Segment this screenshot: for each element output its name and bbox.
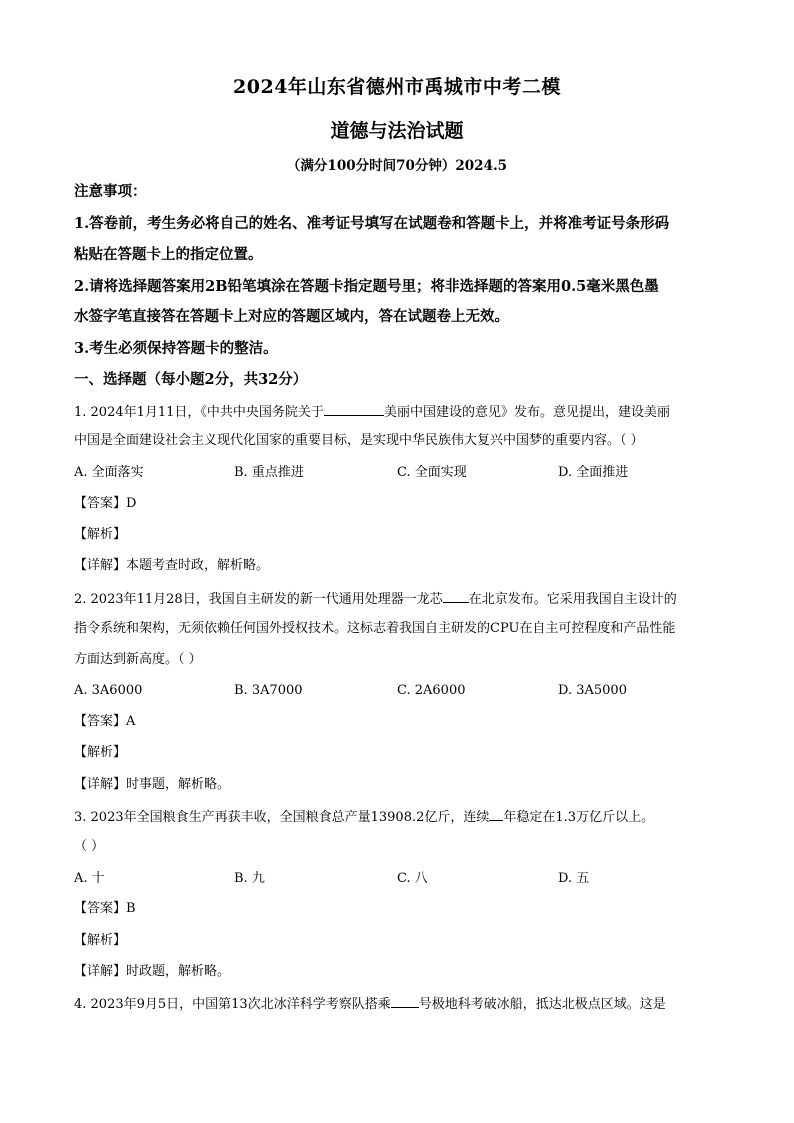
- question-2-line-3: 方面达到新高度。（ ）: [74, 652, 202, 667]
- notice-heading: 注意事项：: [74, 183, 147, 200]
- notice-item-1-line-2: 粘贴在答题卡上的指定位置。: [74, 246, 263, 263]
- question-1-detail: [74, 556, 724, 576]
- question-3-option-a: A. 十: [74, 871, 105, 886]
- answer-label: 【答案】: [74, 901, 127, 916]
- answer-value: A: [126, 714, 136, 729]
- question-2-text-b: 在北京发布。它采用我国自主设计的: [468, 592, 677, 607]
- question-3-option-d: D. 五: [558, 871, 590, 886]
- answer-label: 【答案】: [74, 714, 127, 729]
- question-3-line-2: （ ）: [74, 839, 105, 854]
- question-2-option-c: C. 2A6000: [397, 683, 466, 698]
- detail-label: 【详解】: [74, 777, 127, 792]
- question-2-text-a: 2. 2023年11月28日，我国自主研发的新一代通用处理器一龙芯: [74, 592, 443, 607]
- notice-item-2-line-2: 水签字笔直接答在答题卡上对应的答题区域内，答在试题卷上无效。: [74, 308, 509, 325]
- question-3-option-b: B. 九: [234, 871, 265, 886]
- detail-label: 【详解】: [74, 558, 127, 573]
- question-3-text-a: 3. 2023年全国粮食生产再获丰收，全国粮食总产量13908.2亿斤，连续: [74, 810, 490, 825]
- question-2-option-b: B. 3A7000: [234, 683, 303, 698]
- question-1-answer: [74, 494, 724, 514]
- exam-title: 2024年山东省德州市禹城市中考二模: [233, 76, 561, 98]
- question-4-text-a: 4. 2023年9月5日，中国第13次北冰洋科学考察队搭乘: [74, 997, 391, 1012]
- detail-text: 时政题，解析略。: [126, 964, 231, 979]
- question-4-blank: [391, 993, 419, 1008]
- question-1-blank: [324, 401, 384, 416]
- question-2-line-1: [74, 588, 724, 610]
- question-4-line-1: [74, 993, 724, 1015]
- question-2-option-d: D. 3A5000: [558, 683, 627, 698]
- question-1-line-1: [74, 401, 724, 423]
- question-1-line-2: 中国是全面建设社会主义现代化国家的重要目标，是实现中华民族伟大复兴中国梦的重要内容。（ ）: [74, 433, 644, 448]
- question-1-analysis: 【解析】: [74, 527, 127, 542]
- answer-value: B: [126, 901, 136, 916]
- question-2-detail: [74, 775, 724, 795]
- answer-value: D: [126, 496, 137, 511]
- question-3-detail: [74, 962, 724, 982]
- question-2-answer: [74, 712, 724, 732]
- question-1-option-a: A. 全面落实: [74, 465, 144, 480]
- notice-item-1-line-1: 1.答卷前，考生务必将自己的姓名、准考证号填写在试题卷和答题卡上，并将准考证号条形码: [74, 215, 670, 232]
- question-1-text-b: 美丽中国建设的意见》发布。意见提出，建设美丽: [383, 405, 670, 420]
- detail-text: 时事题，解析略。: [126, 777, 231, 792]
- question-3-answer: [74, 899, 724, 919]
- question-1-text-a: 1. 2024年1月11日，《中共中央国务院关于: [74, 405, 324, 420]
- question-3-text-b: 年稳定在1.3万亿斤以上。: [503, 810, 655, 825]
- notice-item-2-line-1: 2.请将选择题答案用2B铅笔填涂在答题卡指定题号里；将非选择题的答案用0.5毫米黑色墨: [74, 278, 659, 295]
- notice-item-3: 3.考生必须保持答题卡的整洁。: [74, 340, 278, 357]
- detail-label: 【详解】: [74, 964, 127, 979]
- question-4-text-b: 号极地科考破冰船，抵达北极点区域。这是: [418, 997, 666, 1012]
- question-2-blank: [443, 588, 469, 603]
- exam-meta: （满分100分时间70分钟）2024.5: [286, 158, 508, 174]
- question-3-option-c: C. 八: [397, 871, 428, 886]
- answer-label: 【答案】: [74, 496, 127, 511]
- detail-text: 本题考查时政，解析略。: [126, 558, 270, 573]
- question-1-option-d: D. 全面推进: [558, 465, 629, 480]
- exam-subject: 道德与法治试题: [330, 120, 464, 142]
- question-1-option-b: B. 重点推进: [234, 465, 304, 480]
- question-2-line-2: 指令系统和架构，无须依赖任何国外授权技术。这标志着我国自主研发的CPU在自主可控程度和产品性能: [74, 621, 676, 636]
- question-1-option-c: C. 全面实现: [397, 465, 467, 480]
- question-3-line-1: [74, 806, 724, 828]
- question-2-analysis: 【解析】: [74, 745, 127, 760]
- question-3-analysis: 【解析】: [74, 933, 127, 948]
- section-heading: 一、选择题（每小题2分，共32分）: [74, 371, 308, 388]
- question-3-blank: [489, 806, 503, 821]
- question-2-option-a: A. 3A6000: [74, 683, 143, 698]
